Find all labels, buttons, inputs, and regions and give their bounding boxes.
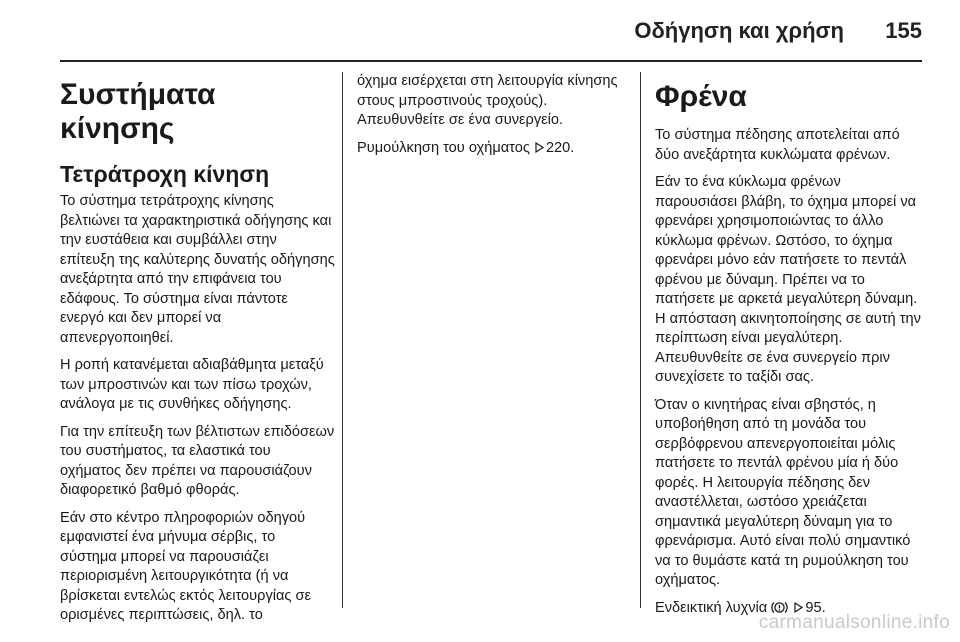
watermark: carmanualsonline.info xyxy=(758,612,950,633)
page-header xyxy=(60,16,922,62)
column-middle xyxy=(357,72,625,166)
paragraph: Η ροπή κατανέμεται αδιαβάθμητα μεταξύ των μπροστινών και των πίσω τροχών, ανάλογα με τις συνθήκες οδήγησης. xyxy=(60,357,324,412)
page-number: 155 xyxy=(885,18,922,43)
column-divider xyxy=(640,72,641,608)
towing-reference[interactable] xyxy=(357,139,625,159)
section-title-drive-systems: Συστήματα κίνησης xyxy=(60,78,216,145)
section-title-brakes: Φρένα xyxy=(655,80,747,113)
indicator-reference-text: Ενδεικτική λυχνία xyxy=(655,599,768,616)
column-right xyxy=(655,72,925,626)
paragraph: Εάν το ένα κύκλωμα φρένων παρουσιάσει βλάβη, το όχημα μπορεί να φρενάρει χρησιμοποιώντας το άλλο κύκλωμα φρένων. Ωστόσο, το όχημα φρενάρει μόνο εάν πατήσετε το πεντάλ φρένου με δύναμη. Πρέπει να το πατήσετε με αρκετά μεγαλύτερη δύναμη. Η απόσταση ακινητοποίησης σε αυτή την περίπτωση είναι μεγαλύτερη. Απευθυνθείτε σε ένα συνεργείο πριν συνεχίσετε το ταξίδι σας. xyxy=(655,174,921,385)
page-reference-icon xyxy=(535,142,544,153)
header-title: Οδήγηση και χρήση xyxy=(634,18,844,43)
indicator-reference-page: 95. xyxy=(805,599,826,616)
paragraph: Όταν ο κινητήρας είναι σβηστός, η υποβοήθηση από τη μονάδα του σερβόφρενου απενεργοποιείται μόλις πατήσετε το πεντάλ φρένου μία ή δύο φορές. Η λειτουργία πέδησης δεν αναστέλλεται, ωστόσο χρειάζεται σημαντικά μεγαλύτερη δύναμη για το φρενάρισμα. Αυτό είναι πολύ σημαντικό να το θυμάστε κατά τη ρυμούλκηση του οχήματος. xyxy=(655,396,911,588)
column-divider xyxy=(342,72,343,608)
towing-reference-text: Ρυμούλκηση του οχήματος xyxy=(357,139,530,156)
column-left xyxy=(60,72,335,634)
paragraph: Το σύστημα πέδησης αποτελείται από δύο ανεξάρτητα κυκλώματα φρένων. xyxy=(655,127,900,163)
towing-reference-page: 220. xyxy=(545,139,575,156)
subsection-title-four-wheel-drive: Τετράτροχη κίνηση xyxy=(60,161,270,187)
paragraph: Το σύστημα τετράτροχης κίνησης βελτιώνει τα χαρακτηριστικά οδήγησης και την ευστάθεια και συμβάλλει στην επίτευξη της καλύτερης δυνατής οδήγησης ανεξάρτητα από την επιφάνεια του εδάφους. Το σύστημα είναι πάντοτε ενεργό και δεν μπορεί να απενεργοποιηθεί. xyxy=(60,193,335,346)
paragraph: όχημα εισέρχεται στη λειτουργία κίνησης στους μπροστινούς τροχούς). Απευθυνθείτε σε ένα συνεργείο. xyxy=(357,73,618,128)
paragraph: Εάν στο κέντρο πληροφοριών οδηγού εμφανιστεί ένα μήνυμα σέρβις, το σύστημα μπορεί να παρουσιάζει περιορισμένη λειτουργικότητα (ή να βρίσκεται εντελώς εκτός λειτουργίας σε ορισμένες περιπτώσεις, δηλ. το xyxy=(60,509,312,623)
page-reference-icon xyxy=(794,602,803,613)
paragraph: Για την επίτευξη των βέλτιστων επιδόσεων του συστήματος, τα ελαστικά του οχήματος δεν πρέπει να παρουσιάζουν διαφορετικό βαθμό φθοράς. xyxy=(60,423,335,498)
